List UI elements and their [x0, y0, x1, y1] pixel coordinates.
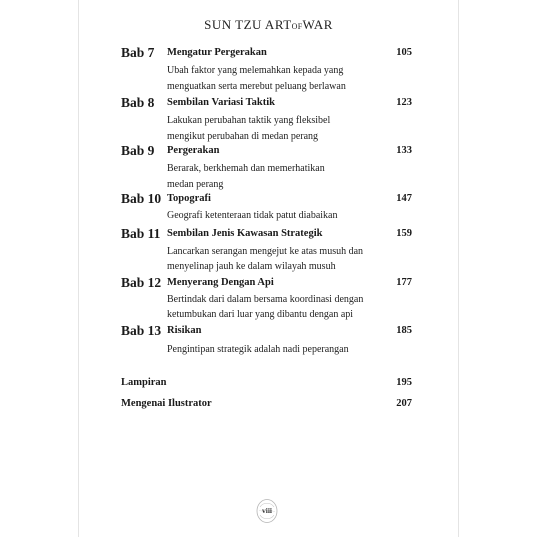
- header-tail: WAR: [302, 17, 333, 32]
- chapter-desc-line: Bertindak dari dalam bersama koordinasi dengan: [167, 294, 364, 305]
- chapter-desc-line: Ubah faktor yang melemahkan kepada yang: [167, 65, 344, 76]
- chapter-desc-line: Berarak, berkhemah dan memerhatikan: [167, 163, 325, 174]
- chapter-number: Bab 11: [121, 226, 161, 241]
- chapter-page: 159: [396, 228, 412, 239]
- chapter-desc-line: Geografi ketenteraan tidak patut diabaikan: [167, 210, 338, 221]
- chapter-page: 177: [396, 277, 412, 288]
- chapter-desc-line: medan perang: [167, 179, 224, 190]
- chapter-desc-line: Lancarkan serangan mengejut ke atas musuh dan: [167, 246, 364, 257]
- chapter-number: Bab 13: [121, 323, 162, 338]
- chapter-number: Bab 8: [121, 95, 155, 110]
- chapter-page: 123: [396, 97, 412, 108]
- chapter-desc-line: Pengintipan strategik adalah nadi peperangan: [167, 344, 349, 355]
- chapter-title: Topografi: [167, 193, 211, 204]
- illustrator-page: 207: [396, 398, 412, 409]
- chapter-desc-line: Lakukan perubahan taktik yang fleksibel: [167, 115, 331, 126]
- chapter-title: Pergerakan: [167, 145, 220, 156]
- chapter-page: 133: [396, 145, 412, 156]
- chapter-desc-line: menguatkan serta merebut peluang berlawan: [167, 81, 346, 92]
- chapter-title: Mengatur Pergerakan: [167, 47, 267, 58]
- chapter-number: Bab 7: [121, 45, 155, 60]
- chapter-page: 185: [396, 325, 412, 336]
- chapter-title: Sembilan Variasi Taktik: [167, 97, 275, 108]
- appendix-title: Lampiran: [121, 377, 167, 388]
- chapter-desc-line: mengikut perubahan di medan perang: [167, 131, 319, 142]
- chapter-page: 147: [396, 193, 412, 204]
- chapter-title: Risikan: [167, 325, 202, 336]
- running-header: [0, 17, 537, 33]
- header-main: SUN TZU ART: [204, 17, 292, 32]
- chapter-number: Bab 10: [121, 191, 162, 206]
- illustrator-title: Mengenai Ilustrator: [121, 398, 212, 409]
- chapter-desc-line: ketumbukan dari luar yang dibantu dengan api: [167, 309, 354, 320]
- chapter-title: Sembilan Jenis Kawasan Strategik: [167, 228, 323, 239]
- page-edge-right: [458, 0, 459, 537]
- chapter-desc-line: menyelinap jauh ke dalam wilayah musuh: [167, 261, 336, 272]
- chapter-number: Bab 9: [121, 143, 155, 158]
- page-number: viii: [261, 506, 272, 515]
- page-folio: [255, 498, 279, 524]
- header-small: OF: [291, 22, 303, 31]
- chapter-page: 105: [396, 47, 412, 58]
- chapter-number: Bab 12: [121, 275, 162, 290]
- page-edge-left: [78, 0, 79, 537]
- chapter-title: Menyerang Dengan Api: [167, 277, 274, 288]
- appendix-page: 195: [396, 377, 412, 388]
